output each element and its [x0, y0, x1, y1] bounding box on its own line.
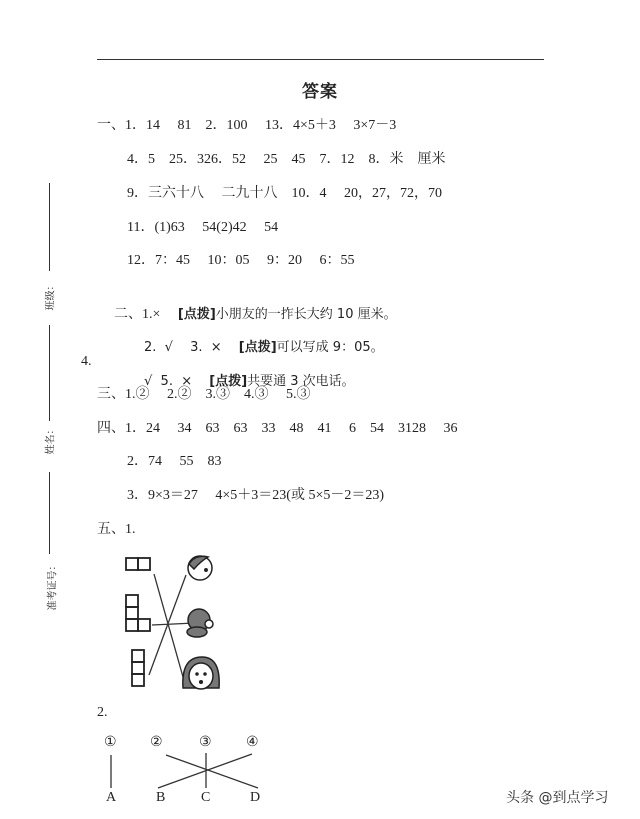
top-label: ③ [199, 735, 212, 750]
answer-line: 一、1．14 81 2．100 13．4×5＋3 3×7－3 [97, 118, 397, 133]
class-label: 班级： [45, 280, 57, 311]
matching-figure-labels [96, 733, 276, 808]
answer-line: 四、1．24 34 63 63 33 48 41 6 54 3128 36 [97, 421, 458, 436]
answer-line: 三、1.② 2.② 3.③ 4.③ 5.③ [97, 387, 311, 402]
answer-text: √ 5. × [144, 374, 210, 389]
top-label: ④ [246, 735, 259, 750]
exam-id-label: 准考证号： [47, 560, 59, 611]
hint-text: 小朋友的一拃长大约 10 厘米。 [215, 307, 397, 322]
top-label: ① [104, 735, 117, 750]
class-blank-line [49, 183, 50, 271]
matching-figure-views [115, 545, 235, 695]
answer-line: 12．7：45 10：05 9：20 6：55 [127, 253, 355, 268]
answer-line: 9．三六十八 二九十八 10．4 20，27，72，70 [127, 186, 442, 201]
watermark: 头条 @到点学习 [506, 790, 609, 806]
hint-tag: [点拨] [238, 340, 277, 355]
answer-line: 2. [97, 705, 108, 720]
bottom-label: D [250, 790, 261, 805]
answer-line: 3．9×3＝27 4×5＋3＝23(或 5×5－2＝23) [127, 488, 385, 503]
name-blank-line [49, 325, 50, 421]
hint-tag: [点拨] [177, 307, 216, 322]
bottom-label: A [106, 790, 117, 805]
answer-line: 五、1. [97, 522, 136, 537]
name-label: 姓名： [45, 424, 57, 455]
top-divider [97, 59, 544, 60]
bottom-label: C [201, 790, 211, 805]
bottom-label: B [156, 790, 166, 805]
answer-text: 二、1.× [114, 307, 178, 322]
answer-number: 4. [81, 354, 92, 369]
exam-id-blank-line [49, 472, 50, 554]
answer-text: 2. √ 3. × [144, 340, 239, 355]
hint-tag: [点拨] [209, 374, 248, 389]
page-title: 答案 [302, 82, 338, 102]
answer-line: 11．(1)63 54(2)42 54 [127, 220, 279, 235]
hint-text: 可以写成 9：05。 [276, 340, 384, 355]
hint-text: 共要通 3 次电话。 [247, 374, 355, 389]
answer-line: 2．74 55 83 [127, 454, 222, 469]
top-label: ② [150, 735, 163, 750]
answer-line: 4．5 25．326．52 25 45 7．12 8．米 厘米 [127, 152, 446, 167]
